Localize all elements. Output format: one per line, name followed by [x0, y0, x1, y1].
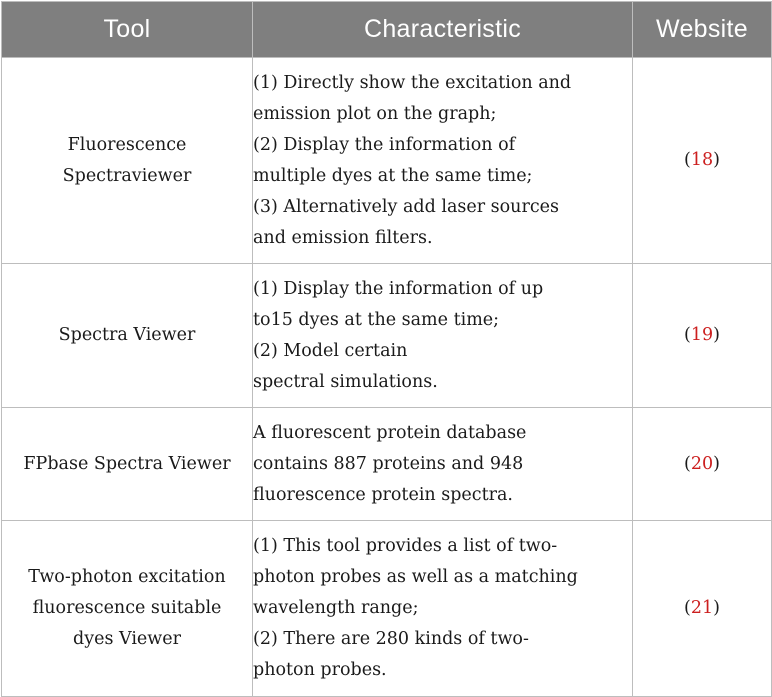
header-row [2, 2, 772, 58]
column-header-tool: Tool [2, 2, 253, 58]
tool-name-line: Two-photon excitation [28, 567, 226, 587]
tool-name-line: Fluorescence [67, 134, 187, 155]
characteristic-cell [253, 264, 633, 408]
characteristic-line: (1) Display the information of up [253, 278, 544, 299]
characteristic-line: (2) Model certain [253, 340, 408, 361]
characteristic-line: contains 887 proteins and 948 [253, 453, 524, 474]
reference-link[interactable]: 18 [690, 150, 714, 170]
characteristic-cell [253, 521, 633, 697]
tool-name-cell [2, 58, 253, 264]
tool-name-line: Spectra Viewer [58, 325, 196, 345]
characteristic-line: multiple dyes at the same time; [253, 165, 533, 186]
characteristic-line: spectral simulations. [253, 371, 438, 392]
table-row [2, 521, 772, 697]
characteristic-line: wavelength range; [253, 598, 419, 618]
table-row [2, 408, 772, 521]
website-cell: (19) [633, 264, 772, 408]
tools-table [1, 1, 772, 697]
reference-link[interactable]: 21 [690, 598, 714, 618]
tool-name-cell [2, 408, 253, 521]
tool-name-line: fluorescence suitable [32, 598, 222, 618]
characteristic-line: photon probes as well as a matching [253, 567, 578, 587]
characteristic-cell [253, 58, 633, 264]
characteristic-line: fluorescence protein spectra. [253, 484, 513, 505]
table-row [2, 58, 772, 264]
reference-link[interactable]: 20 [690, 453, 714, 474]
website-cell: (21) [633, 521, 772, 697]
table-row [2, 264, 772, 408]
characteristic-line: (1) This tool provides a list of two- [253, 536, 558, 556]
characteristic-line: to15 dyes at the same time; [253, 309, 500, 330]
tool-name-cell [2, 264, 253, 408]
column-header-website: Website [633, 2, 772, 58]
characteristic-line: (2) Display the information of [253, 134, 516, 155]
tool-name-cell [2, 521, 253, 697]
tool-name-line: FPbase Spectra Viewer [23, 453, 231, 474]
column-header-characteristic: Characteristic [253, 2, 633, 58]
website-cell: (18) [633, 58, 772, 264]
reference-link[interactable]: 19 [690, 325, 714, 345]
characteristic-cell [253, 408, 633, 521]
characteristic-line: A fluorescent protein database [253, 422, 527, 443]
characteristic-line: (3) Alternatively add laser sources [253, 196, 559, 217]
tool-name-line: Spectraviewer [62, 165, 192, 186]
characteristic-line: (1) Directly show the excitation and [253, 72, 572, 93]
characteristic-line: (2) There are 280 kinds of two- [253, 629, 529, 649]
website-cell: (20) [633, 408, 772, 521]
tool-name-line: dyes Viewer [73, 629, 181, 649]
characteristic-line: and emission filters. [253, 227, 433, 248]
characteristic-line: photon probes. [253, 660, 387, 680]
characteristic-line: emission plot on the graph; [253, 103, 497, 124]
